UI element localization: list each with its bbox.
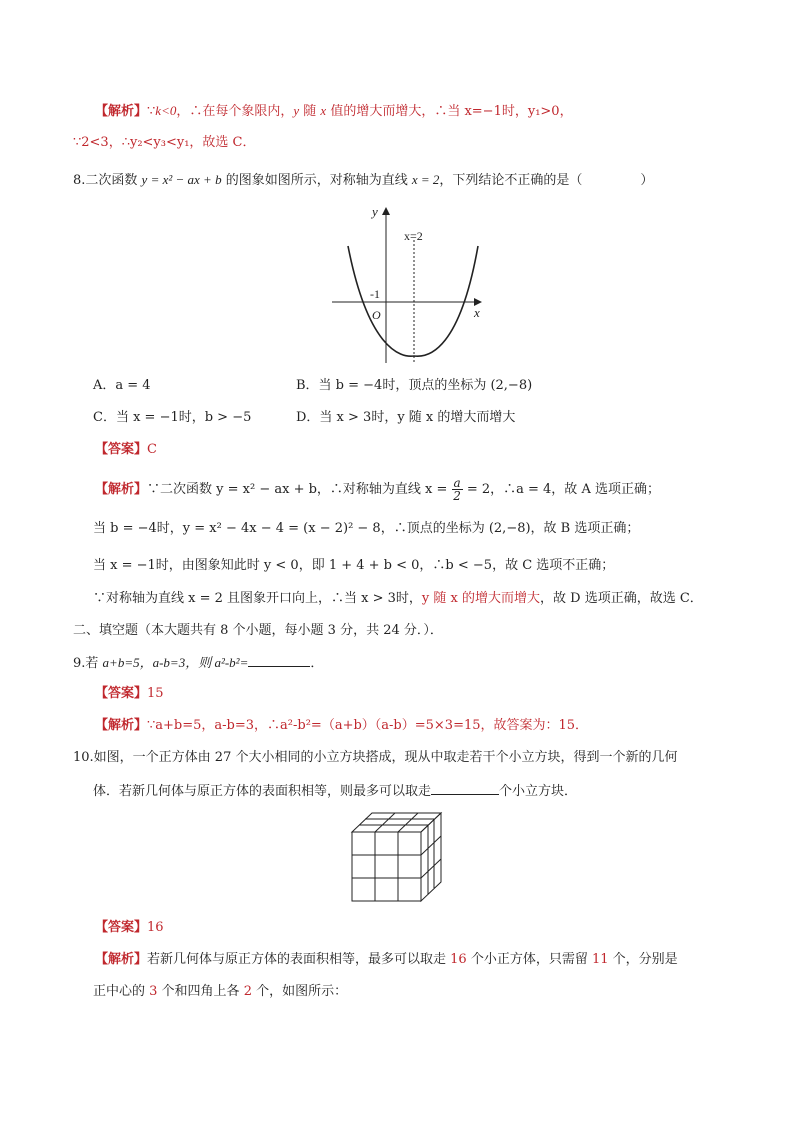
q10-stem-line2: 体．若新几何体与原正方体的表面积相等，则最多可以取走 个小立方块． [93,780,577,802]
q8-stem: 8.二次函数 y = x² − ax + b 的图象如图所示，对称轴为直线 x = 2，下列结论不正确的是（ ） [73,172,654,188]
minus-one-label: -1 [370,287,380,301]
parabola-curve [348,246,478,356]
option-c: C．当 x = −1时，b > −5 [93,410,252,425]
q8-analysis-line3: 当 x = −1时，由图象知此时 y < 0，即 1 + 4 + b < 0，∴b < −5，故 C 选项不正确； [93,558,615,573]
fraction: $\frac{a}{2}$ [453,476,461,503]
answer-value: C [147,442,157,457]
q7-analysis-line2: ∵2<3，∴y₂<y₃<y₁，故选 C． [73,135,256,150]
option-a: A．a = 4 [93,378,151,393]
q8-analysis-line2: 当 b = −4时，y = x² − 4x − 4 = (x − 2)² − 8，∴顶点的坐标为 (2,−8)，故 B 选项正确； [93,521,640,536]
answer-blank [431,780,499,795]
symmetry-label: x=2 [404,229,423,243]
q9-stem: 9.若 a+b=5，a-b=3，则 a²-b²= ． [73,652,323,674]
q7-analysis-line1: 【解析】∵k<0，∴在每个象限内，y 随 x 值的增大而增大，∴当 x=−1时，y₁>0， [95,103,573,119]
origin-label: O [372,308,381,322]
q10-answer: 【答案】16 [95,920,164,935]
y-axis-label: y [372,204,378,219]
q8-analysis-line1: 【解析】∵二次函数 y = x² − ax + b，∴对称轴为直线 x = $\frac{a}{2}$ = 2，∴a = 4，故 A 选项正确； [95,476,660,503]
q10-analysis-line1: 【解析】若新几何体与原正方体的表面积相等，最多可以取走 16 个小正方体，只需留 11 个，分别是 [95,952,678,967]
x-axis-label: x [474,305,480,320]
cube-figure [350,810,445,905]
q9-analysis: 【解析】∵a+b=5，a-b=3，∴a²-b²=（a+b）（a-b）=5×3=15，故答案为：15． [95,718,589,733]
answer-tag: 【答案】 [95,442,148,457]
answer-blank [248,652,310,667]
q8-answer [95,440,157,460]
analysis-tag: 【解析】 [95,104,148,119]
q10-stem-line1: 10.如图，一个正方体由 27 个大小相同的小立方块搭成，现从中取走若干个小立方块，得到一个新的几何 [73,750,678,765]
q9-answer: 【答案】15 [95,686,164,701]
q10-analysis-line2: 正中心的 3 个和四角上各 2 个，如图所示： [93,984,348,999]
section-heading: 二、填空题（本大题共有 8 个小题，每小题 3 分，共 24 分．）． [73,623,443,638]
q8-analysis-line4: ∵对称轴为直线 x = 2 且图象开口向上，∴当 x > 3时，y 随 x 的增大而增大，故 D 选项正确，故选 C． [93,591,703,606]
y-axis-arrow [382,207,390,215]
option-d: D．当 x > 3时，y 随 x 的增大而增大 [296,410,516,425]
q8-formula: y = x² − ax + b [141,172,222,187]
parabola-graph [320,198,490,368]
option-b: B．当 b = −4时，顶点的坐标为 (2,−8) [296,378,533,393]
